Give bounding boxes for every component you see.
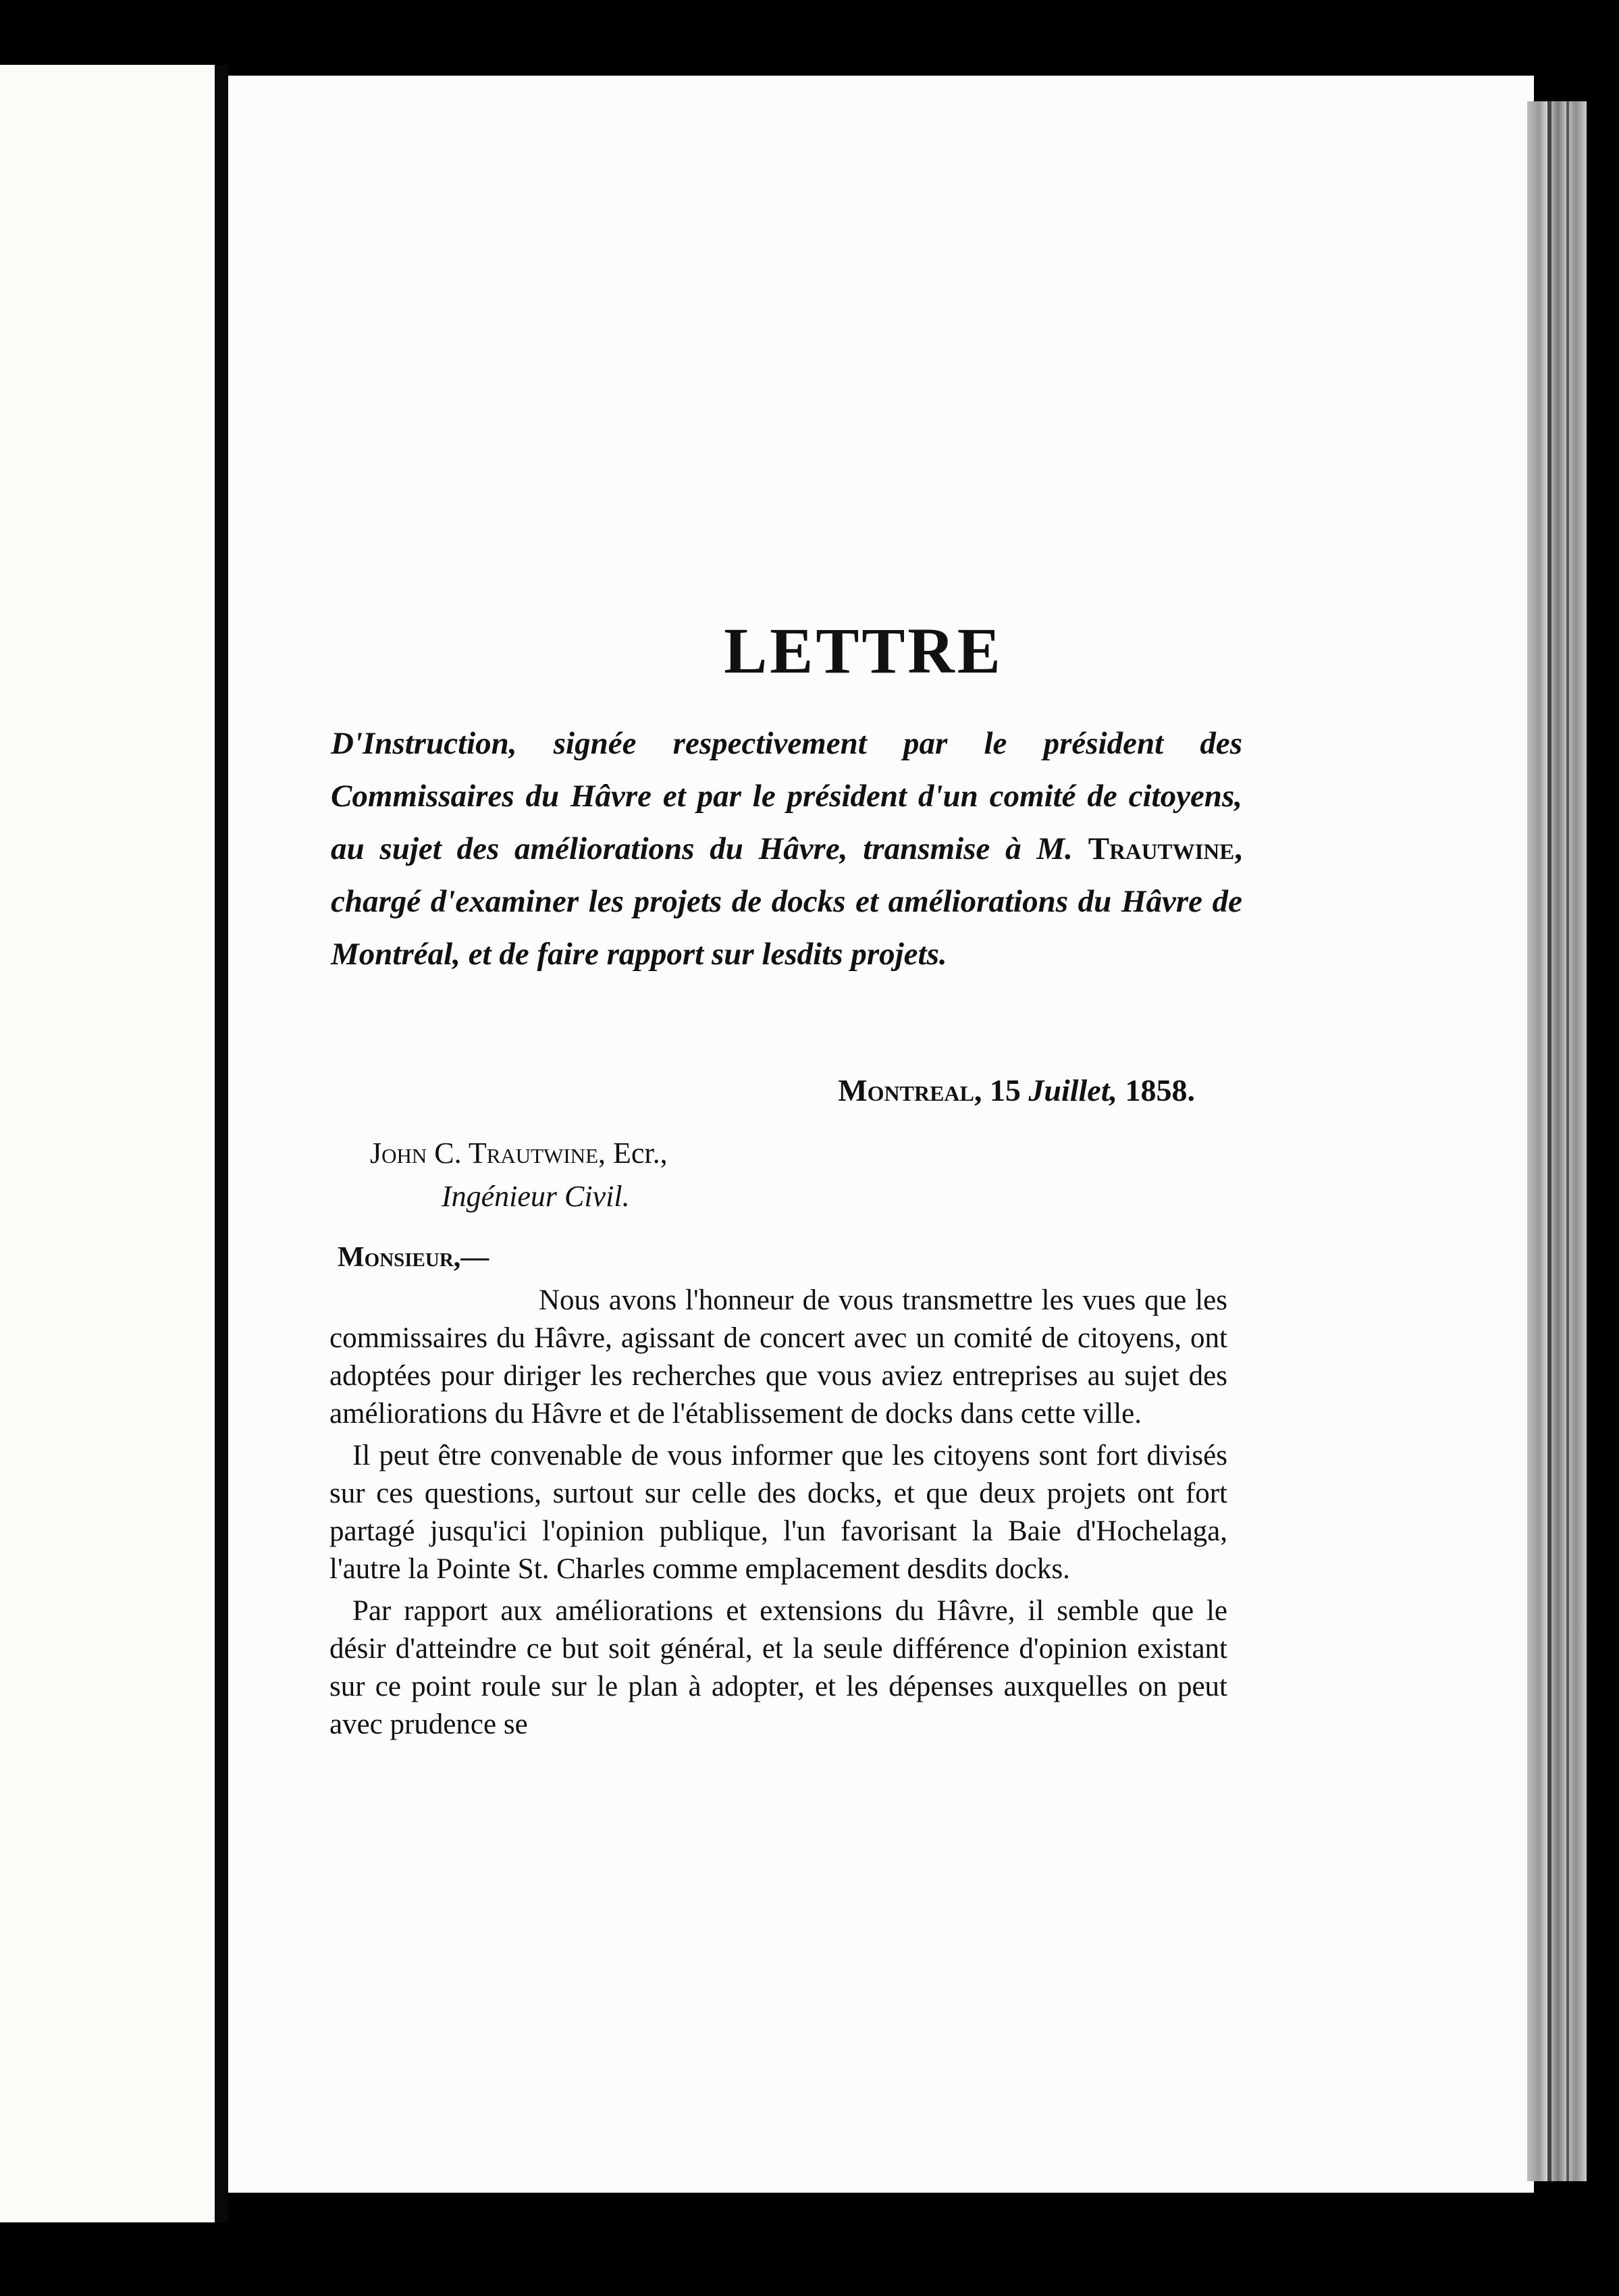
addressee-title: Ingénieur Civil. bbox=[442, 1180, 630, 1213]
date-day: 15 bbox=[989, 1073, 1021, 1107]
paragraph: Nous avons l'honneur de vous transmettre les vues que les commissaires du Hâvre, agissant de concert avec un comité de citoyens, ont adoptées pour diriger les recherches que vous aviez entreprises au sujet des améliorations du Hâvre et de l'établissement de docks dans cette ville. bbox=[329, 1284, 1227, 1430]
subtitle-text: chargé d'examiner les projets de docks et améliorations du Hâvre de Montréal, et de faire rapport sur lesdits projets. bbox=[331, 884, 1242, 972]
page-edge-shadow bbox=[1547, 101, 1551, 2181]
addressee-suffix: Ecr., bbox=[613, 1137, 668, 1170]
subtitle-name: Trautwine, bbox=[1088, 831, 1243, 866]
book-gutter bbox=[215, 65, 228, 2222]
letter-body bbox=[329, 1282, 1227, 1748]
document-subtitle bbox=[331, 717, 1242, 981]
page-edges bbox=[1527, 101, 1587, 2181]
paragraph: Il peut être convenable de vous informer que les citoyens sont fort divisés sur ces questions, surtout sur celle des docks, et que deux projets ont fort partagé jusqu'ici l'opinion publique, l'un favorisant la Baie d'Hochelaga, l'autre la Pointe St. Charles comme emplacement desdits docks. bbox=[329, 1440, 1227, 1585]
document-title: LETTRE bbox=[724, 615, 1003, 687]
addressee-name: John C. Trautwine, bbox=[370, 1137, 606, 1170]
subtitle-text: D'Instruction, signée respectivement par le président des Commissaires du Hâvre et par le président d'un comité de citoyens, au sujet des améliorations du Hâvre, transmise à M. bbox=[331, 726, 1242, 866]
page-edge-shadow bbox=[1566, 101, 1569, 2181]
facing-page bbox=[0, 65, 215, 2222]
letter-date bbox=[838, 1072, 1195, 1108]
date-month: Juillet, bbox=[1028, 1073, 1117, 1107]
salutation: Monsieur,— bbox=[338, 1242, 489, 1273]
paragraph: Par rapport aux améliorations et extensions du Hâvre, il semble que le désir d'atteindre ce but soit général, et la seule différence d'opinion existant sur ce point roule sur le plan à adopter, et les dépenses auxquelles on peut avec prudence se bbox=[329, 1595, 1227, 1740]
date-year: 1858. bbox=[1125, 1073, 1195, 1107]
addressee-block bbox=[370, 1132, 668, 1218]
date-city: Montreal, bbox=[838, 1073, 982, 1107]
